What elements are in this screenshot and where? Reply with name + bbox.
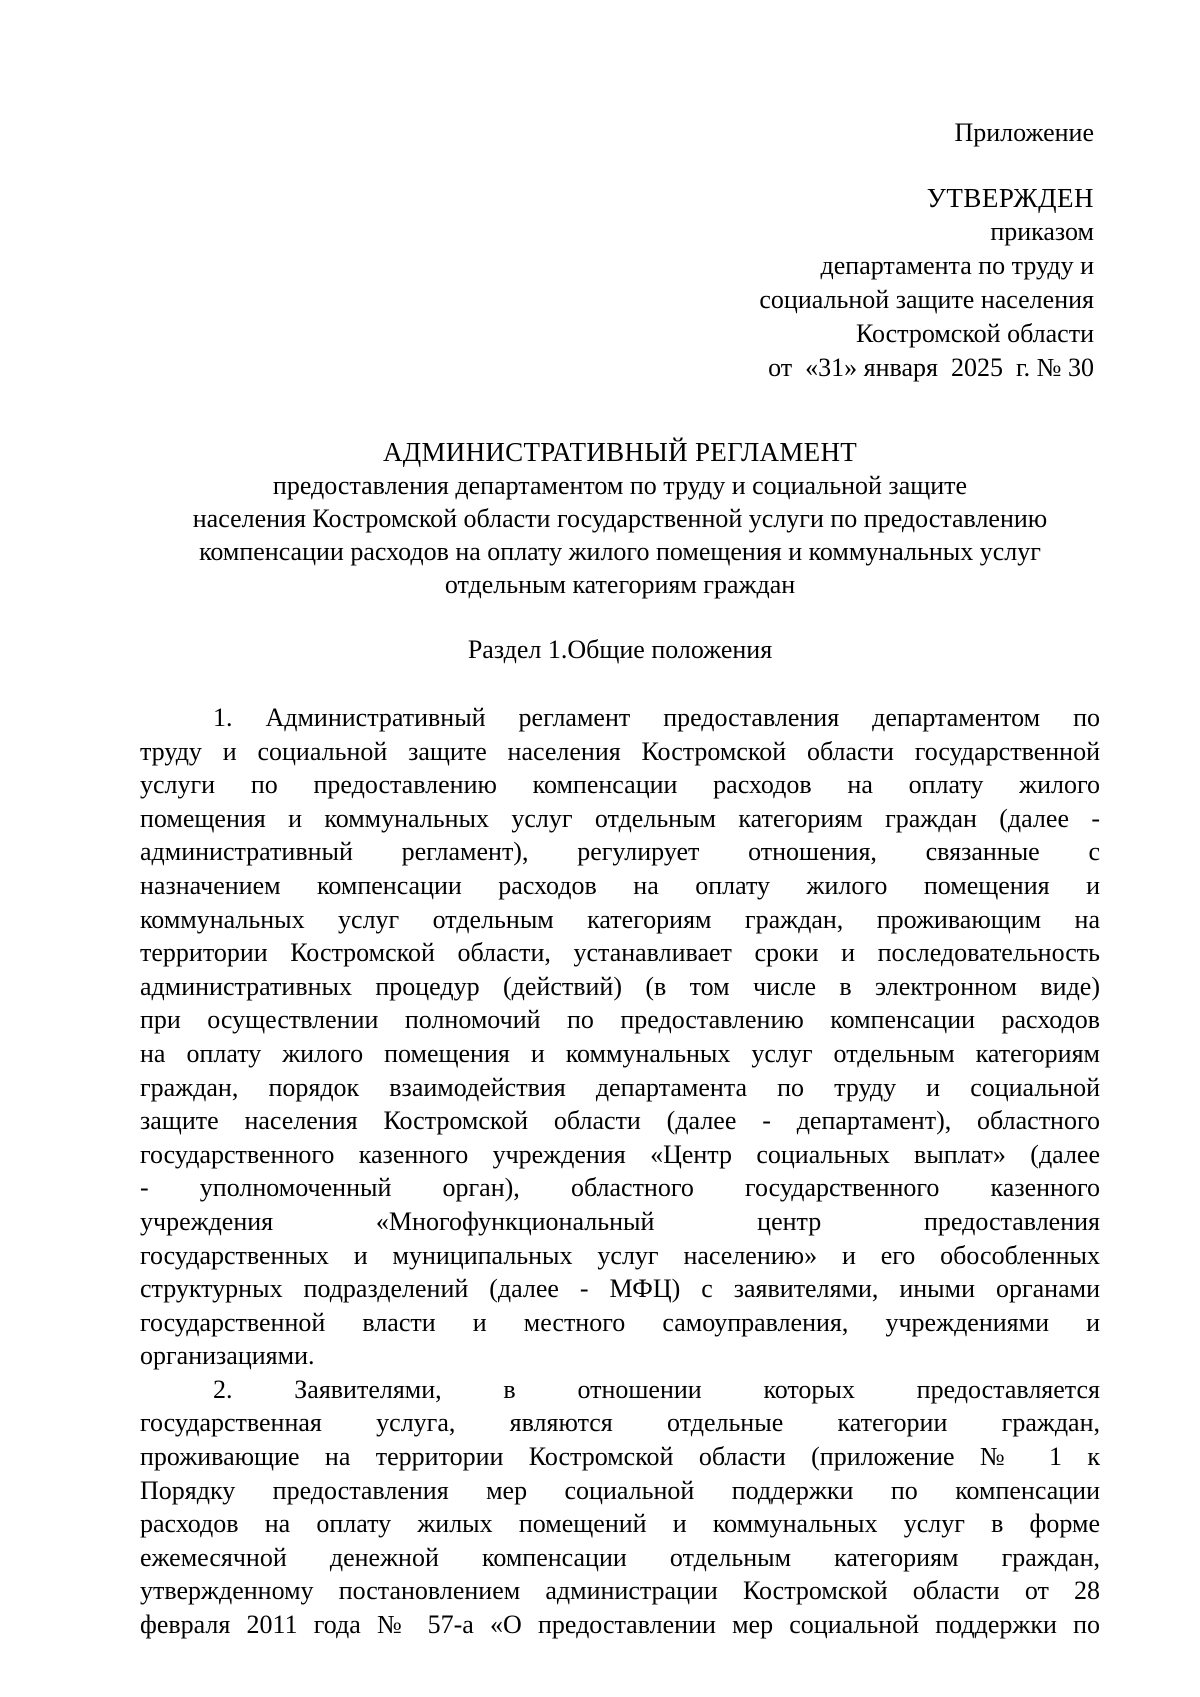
approval-line: социальной защите населения xyxy=(759,285,1094,314)
paragraph-line: помещения и коммунальных услуг отдельным категориям граждан (далее - xyxy=(140,803,1100,833)
paragraph-line: коммунальных услуг отдельным категориям граждан, проживающим на xyxy=(140,904,1100,934)
paragraph-line: назначением компенсации расходов на оплату жилого помещения и xyxy=(140,870,1100,900)
paragraph-line: - уполномоченный орган), областного государственного казенного xyxy=(140,1173,1100,1203)
paragraph-line: административный регламент), регулирует отношения, связанные с xyxy=(140,837,1100,867)
paragraph-line: труду и социальной защите населения Костромской области государственной xyxy=(140,736,1100,766)
paragraph-line: структурных подразделений (далее - МФЦ) с заявителями, иными органами xyxy=(140,1274,1100,1304)
approval-date-line: от «31» января 2025 г. № 30 xyxy=(768,353,1094,382)
approved-label: УТВЕРЖДЕН xyxy=(926,183,1094,213)
approval-line: департамента по труду и xyxy=(820,251,1094,280)
document-subtitle-line: предоставления департаментом по труду и социальной защите xyxy=(272,471,968,500)
paragraph-line: государственного казенного учреждения «Центр социальных выплат» (далее xyxy=(140,1139,1100,1169)
approval-block xyxy=(759,181,1094,385)
paragraph-line: организациями. xyxy=(140,1341,315,1371)
paragraph-line: учреждения «Многофункциональный центр предоставления xyxy=(140,1206,1100,1236)
paragraph-line: утвержденному постановлением администрации Костромской области от 28 xyxy=(140,1576,1100,1606)
document-subtitle-line: отдельным категориям граждан xyxy=(444,570,796,599)
approval-line: Костромской области xyxy=(855,319,1094,348)
paragraph-line: на оплату жилого помещения и коммунальных услуг отдельным категориям xyxy=(140,1038,1100,1068)
paragraph-line: ежемесячной денежной компенсации отдельным категориям граждан, xyxy=(140,1542,1100,1572)
document-title-block xyxy=(140,436,1100,601)
paragraph-line: 2. Заявителями, в отношении которых предоставляется xyxy=(213,1374,1100,1404)
paragraph-line: февраля 2011 года № 57-а «О предоставлении мер социальной поддержки по xyxy=(140,1610,1100,1640)
paragraph-line: Порядку предоставления мер социальной поддержки по компенсации xyxy=(140,1475,1100,1505)
appendix-label: Приложение xyxy=(954,118,1094,147)
paragraph-line: при осуществлении полномочий по предоставлению компенсации расходов xyxy=(140,1005,1100,1035)
paragraph-line: проживающие на территории Костромской области (приложение № 1 к xyxy=(140,1442,1100,1472)
paragraph-2 xyxy=(140,1373,1100,1642)
document-title: АДМИНИСТРАТИВНЫЙ РЕГЛАМЕНТ xyxy=(382,437,858,467)
paragraph-line: территории Костромской области, устанавливает сроки и последовательность xyxy=(140,938,1100,968)
paragraph-1 xyxy=(140,701,1100,1373)
paragraph-line: административных процедур (действий) (в том числе в электронном виде) xyxy=(140,971,1100,1001)
paragraph-line: государственной власти и местного самоуправления, учреждениями и xyxy=(140,1307,1100,1337)
paragraph-line: защите населения Костромской области (далее - департамент), областного xyxy=(140,1106,1100,1136)
document-subtitle-line: населения Костромской области государственной услуги по предоставлению xyxy=(192,504,1048,533)
paragraph-line: услуги по предоставлению компенсации расходов на оплату жилого xyxy=(140,770,1100,800)
paragraph-line: расходов на оплату жилых помещений и коммунальных услуг в форме xyxy=(140,1509,1100,1539)
paragraph-line: государственных и муниципальных услуг населению» и его обособленных xyxy=(140,1240,1100,1270)
paragraph-line: граждан, порядок взаимодействия департамента по труду и социальной xyxy=(140,1072,1100,1102)
paragraph-line: 1. Административный регламент предоставления департаментом по xyxy=(213,703,1100,732)
body-text xyxy=(140,701,1100,1642)
section-heading: Раздел 1.Общие положения xyxy=(467,635,773,664)
document-subtitle-line: компенсации расходов на оплату жилого помещения и коммунальных услуг xyxy=(199,537,1041,566)
paragraph-line: государственная услуга, являются отдельные категории граждан, xyxy=(140,1408,1100,1438)
approval-line: приказом xyxy=(990,217,1094,246)
